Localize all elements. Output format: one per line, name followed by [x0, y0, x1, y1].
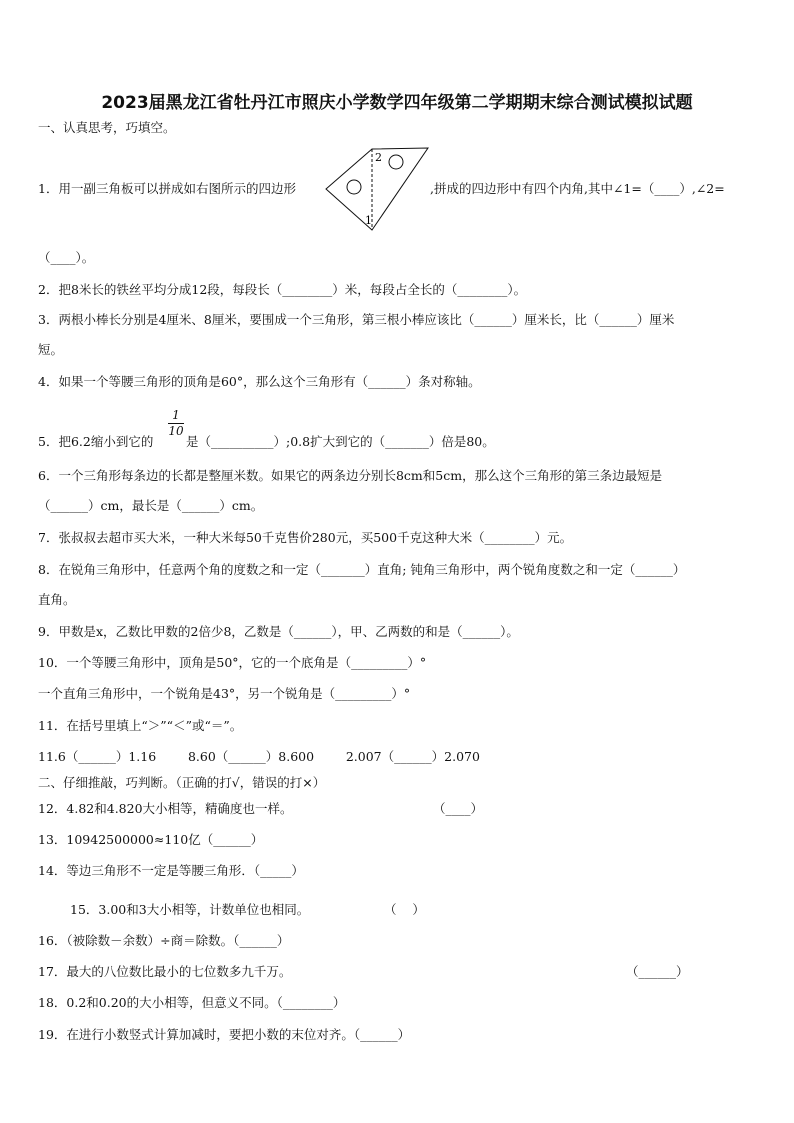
question-16: 16．（被除数－余数）÷商＝除数。（______） [38, 933, 290, 948]
angle-label-2: 2 [375, 151, 382, 164]
question-9: 9．甲数是x，乙数比甲数的2倍少8，乙数是（______），甲、乙两数的和是（______）。 [38, 624, 519, 639]
question-4: 4．如果一个等腰三角形的顶角是60°，那么这个三角形有（______）条对称轴。 [38, 374, 481, 389]
question-12: 12．4.82和4.820大小相等，精确度也一样。 [38, 801, 293, 816]
quadrilateral-figure [324, 144, 430, 232]
question-8-text-a: 8．在锐角三角形中，任意两个角的度数之和一定（_______）直角; 钝角三角形中，两个锐角度数之和一定（______） [38, 562, 686, 577]
question-5-text-a: 5．把6.2缩小到它的 [38, 434, 154, 449]
question-15-answer-blank: （ ） [384, 902, 425, 917]
angle-label-1: 1 [365, 214, 372, 227]
question-10-text-a: 10．一个等腰三角形中，顶角是50°，它的一个底角是（_________）° [38, 655, 427, 670]
question-10-text-b: 一个直角三角形中，一个锐角是43°，另一个锐角是（_________）° [38, 686, 411, 701]
question-1-text-b: ,拼成的四边形中有四个内角,其中∠1=（____）,∠2= [430, 181, 725, 196]
section-heading-true-false: 二、仔细推敲，巧判断。（正确的打√，错误的打×） [38, 775, 326, 790]
question-13: 13．10942500000≈110亿（______） [38, 832, 264, 847]
question-7: 7．张叔叔去超市买大米，一种大米每50千克售价280元，买500千克这种大米（________）元。 [38, 530, 573, 545]
fraction-denominator: 10 [168, 424, 184, 438]
question-2: 2．把8米长的铁丝平均分成12段，每段长（________）米，每段占全长的（________）。 [38, 282, 527, 297]
question-6-text-a: 6．一个三角形每条边的长都是整厘米数。如果它的两条边分别长8cm和5cm，那么这个三角形的第三条边最短是 [38, 468, 663, 483]
question-3-text-a: 3．两根小棒长分别是4厘米、8厘米，要围成一个三角形，第三根小棒应该比（______）厘米长，比（______）厘米 [38, 312, 675, 327]
question-11-comparisons: 11.6（______）1.16 8.60（______）8.600 2.007（______）2.070 [38, 749, 480, 764]
question-8-text-b: 直角。 [38, 592, 76, 607]
fraction-one-tenth [168, 409, 184, 438]
question-11-text-a: 11．在括号里填上“＞”“＜”或“＝”。 [38, 718, 243, 733]
question-17: 17．最大的八位数比最小的七位数多九千万。 [38, 964, 292, 979]
triangle-hole-left [347, 180, 361, 194]
question-19: 19．在进行小数竖式计算加减时，要把小数的末位对齐。（______） [38, 1027, 411, 1042]
section-heading-fill-in: 一、认真思考，巧填空。 [38, 120, 176, 135]
page-title: 2023届黑龙江省牡丹江市照庆小学数学四年级第二学期期末综合测试模拟试题 [101, 93, 693, 113]
question-17-answer-blank: （______） [626, 964, 689, 979]
question-5-text-b: 是（__________）;0.8扩大到它的（_______）倍是80。 [186, 434, 495, 449]
question-14: 14．等边三角形不一定是等腰三角形．（_____） [38, 863, 304, 878]
question-1-text-c: （____）。 [38, 250, 95, 265]
triangle-hole-right [389, 155, 403, 169]
question-1-text-a: 1．用一副三角板可以拼成如右图所示的四边形 [38, 181, 296, 196]
question-6-text-b: （______）cm，最长是（______）cm。 [38, 498, 264, 513]
question-15: 15．3.00和3大小相等，计数单位也相同。 [70, 902, 310, 917]
fraction-numerator: 1 [172, 408, 180, 422]
question-3-text-b: 短。 [38, 342, 64, 357]
question-12-answer-blank: （____） [433, 801, 484, 816]
question-18: 18．0.2和0.20的大小相等，但意义不同。（________） [38, 995, 346, 1010]
